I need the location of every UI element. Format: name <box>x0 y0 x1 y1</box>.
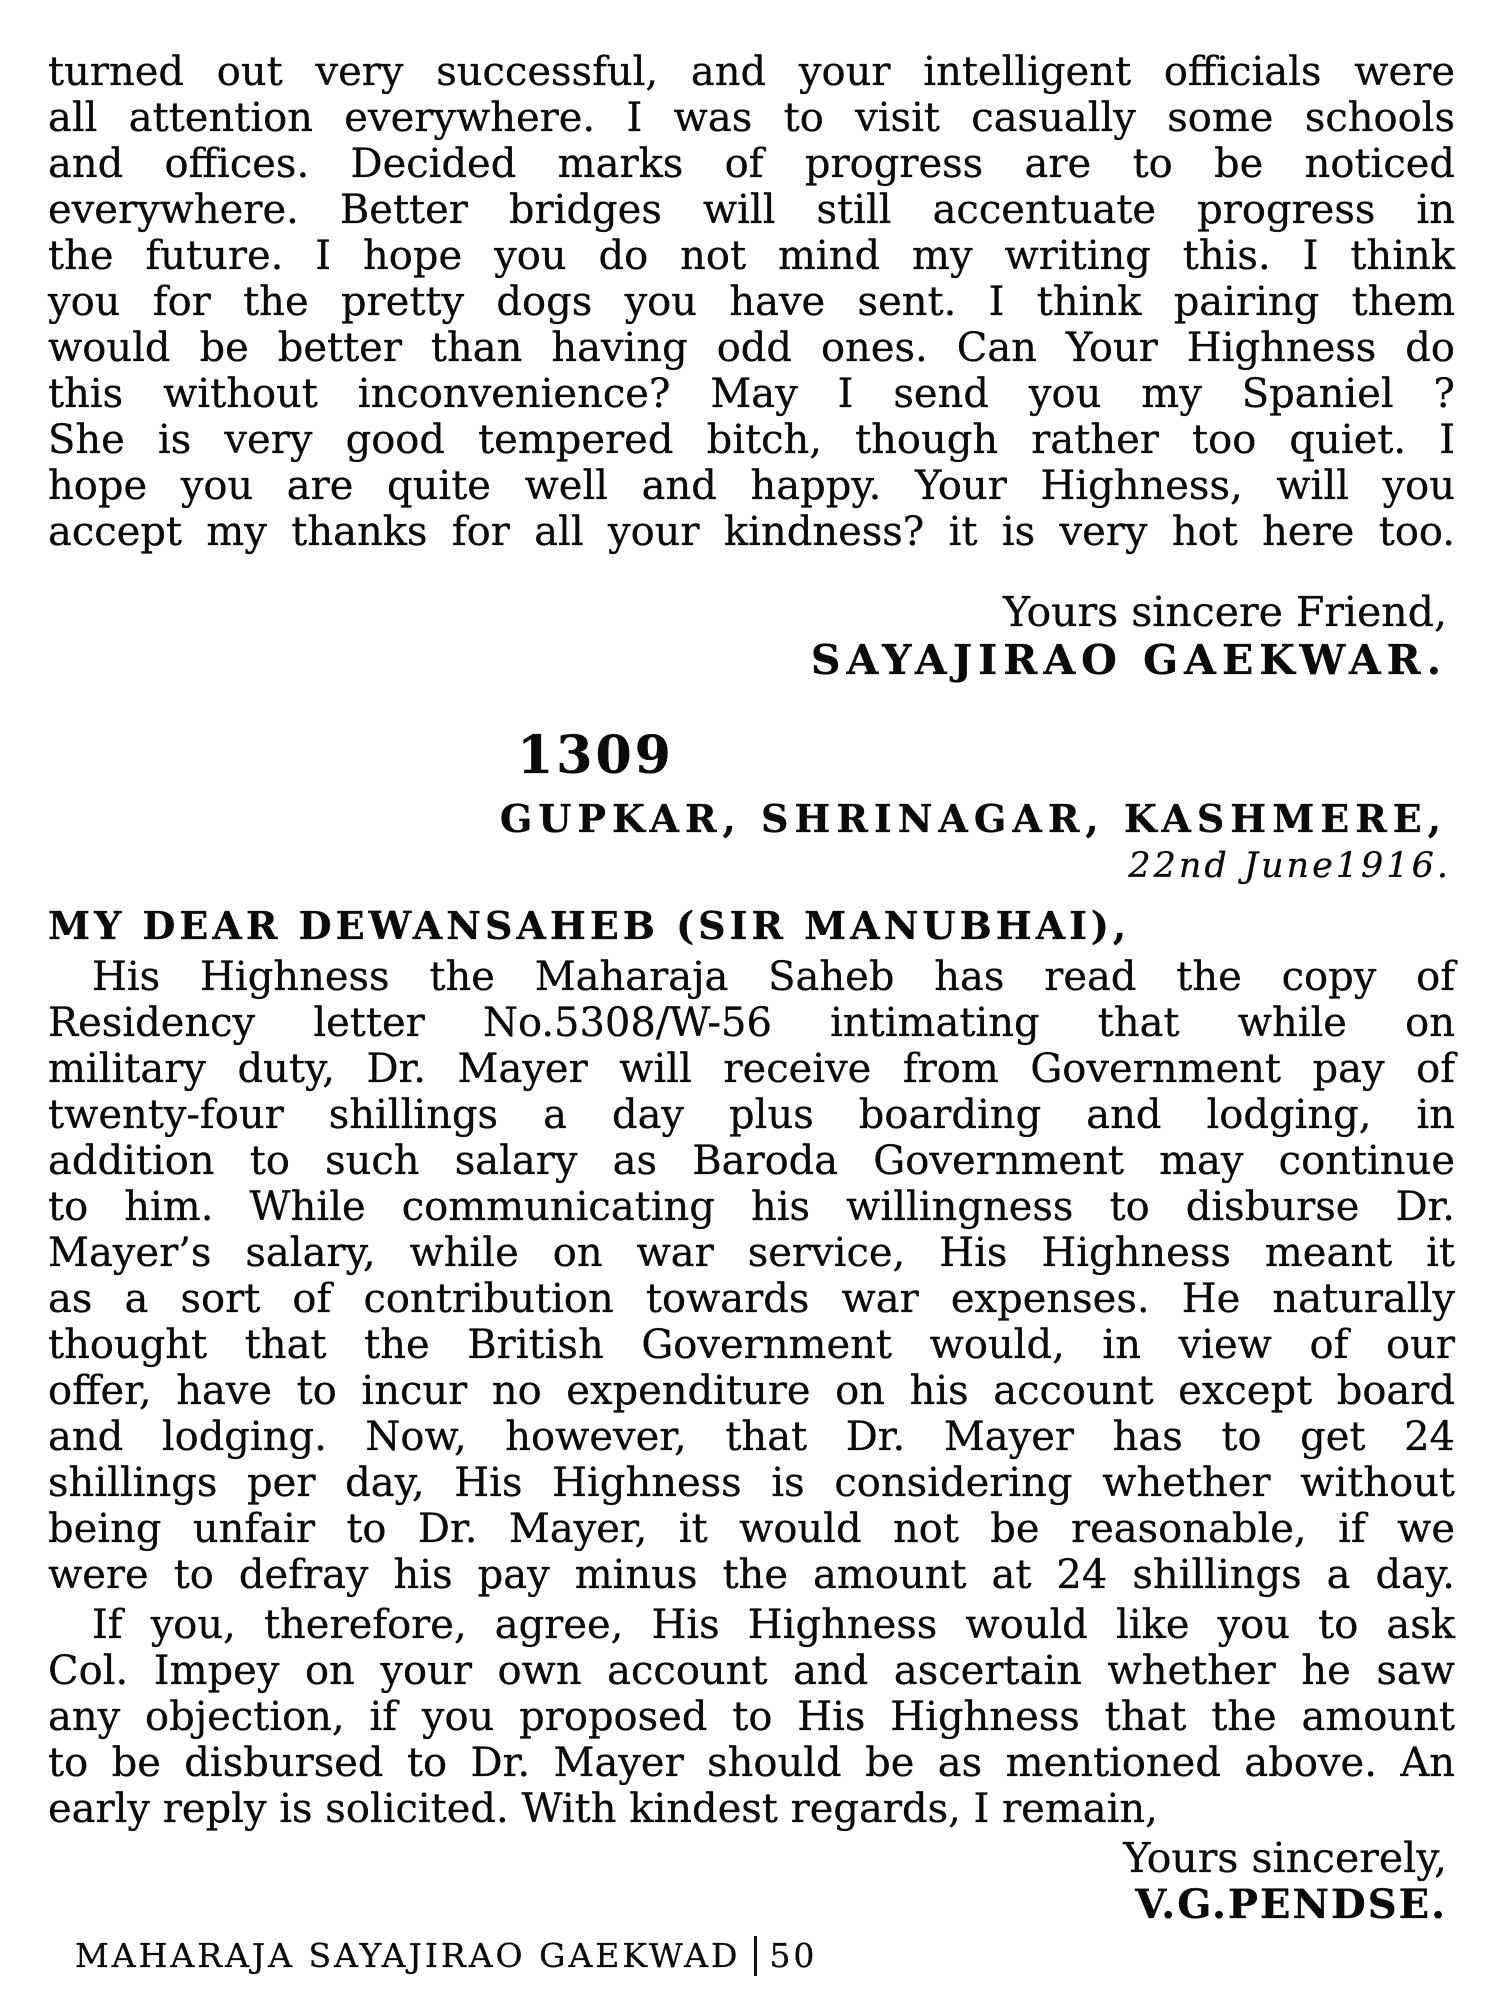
text-line: She is very good tempered bitch, though rather too quiet. I <box>48 417 1455 463</box>
text-line: offer, have to incur no expenditure on his account except board <box>48 1368 1455 1414</box>
text-line: early reply is solicited. With kindest regards, I remain, <box>48 1786 1158 1832</box>
footer-divider-bar <box>754 1936 757 1976</box>
text-line: were to defray his pay minus the amount at 24 shillings a day. <box>48 1552 1455 1598</box>
letter-number-heading: 1309 <box>517 725 674 786</box>
text-line: everywhere. Better bridges will still accentuate progress in <box>48 187 1455 233</box>
text-line: as a sort of contribution towards war expenses. He naturally <box>48 1276 1455 1322</box>
text-line: military duty, Dr. Mayer will receive from Government pay of <box>48 1046 1455 1092</box>
text-line: would be better than having odd ones. Can Your Highness do <box>48 325 1455 371</box>
text-line: this without inconvenience? May I send you my Spaniel ? <box>48 371 1455 417</box>
page-footer <box>75 1936 817 1976</box>
text-line: you for the pretty dogs you have sent. I think pairing them <box>48 279 1455 325</box>
text-line: His Highness the Maharaja Saheb has read the copy of <box>92 954 1455 1000</box>
letter-signature: V.G.PENDSE. <box>1135 1881 1447 1928</box>
letter-date-line: 22nd June1916. <box>1128 846 1451 886</box>
previous-letter-body <box>48 49 1455 555</box>
letter-1309 <box>48 725 1455 1928</box>
previous-letter-signature: SAYAJIRAO GAEKWAR. <box>810 636 1447 684</box>
text-line: Mayer’s salary, while on war service, His Highness meant it <box>48 1230 1455 1276</box>
text-line: and offices. Decided marks of progress are to be noticed <box>48 141 1455 187</box>
text-line: to be disbursed to Dr. Mayer should be as mentioned above. An <box>48 1740 1455 1786</box>
previous-letter-signoff: Yours sincere Friend, <box>1002 588 1447 636</box>
text-line: any objection, if you proposed to His Highness that the amount <box>48 1694 1455 1740</box>
letter-signoff: Yours sincerely, <box>1123 1834 1447 1882</box>
footer-book-title: MAHARAJA SAYAJIRAO GAEKWAD <box>75 1936 741 1975</box>
text-line: turned out very successful, and your intelligent officials were <box>48 49 1455 95</box>
text-line: shillings per day, His Highness is considering whether without <box>48 1460 1455 1506</box>
text-line: Col. Impey on your own account and ascertain whether he saw <box>48 1648 1455 1694</box>
letter-salutation: MY DEAR DEWANSAHEB (SIR MANUBHAI), <box>48 903 1131 948</box>
text-line: addition to such salary as Baroda Government may continue <box>48 1138 1455 1184</box>
text-line: accept my thanks for all your kindness? it is very hot here too. <box>48 509 1455 555</box>
text-line: to him. While communicating his willingness to disburse Dr. <box>48 1184 1455 1230</box>
text-line: and lodging. Now, however, that Dr. Mayer has to get 24 <box>48 1414 1455 1460</box>
text-line: hope you are quite well and happy. Your Highness, will you <box>48 463 1455 509</box>
text-line: all attention everywhere. I was to visit casually some schools <box>48 95 1455 141</box>
previous-letter-continuation <box>48 49 1455 683</box>
footer-page-number: 50 <box>769 1936 818 1975</box>
paragraph <box>48 954 1455 1598</box>
paragraph <box>48 1602 1455 1832</box>
text-line: If you, therefore, agree, His Highness would like you to ask <box>92 1602 1455 1648</box>
text-line: thought that the British Government would, in view of our <box>48 1322 1455 1368</box>
text-line: being unfair to Dr. Mayer, it would not be reasonable, if we <box>48 1506 1455 1552</box>
letter-body <box>48 954 1455 1832</box>
text-line: twenty-four shillings a day plus boarding and lodging, in <box>48 1092 1455 1138</box>
text-line: Residency letter No.5308/W-56 intimating that while on <box>48 1000 1455 1046</box>
text-line: the future. I hope you do not mind my writing this. I think <box>48 233 1455 279</box>
letter-place-line: GUPKAR, SHRINAGAR, KASHMERE, <box>499 796 1447 841</box>
